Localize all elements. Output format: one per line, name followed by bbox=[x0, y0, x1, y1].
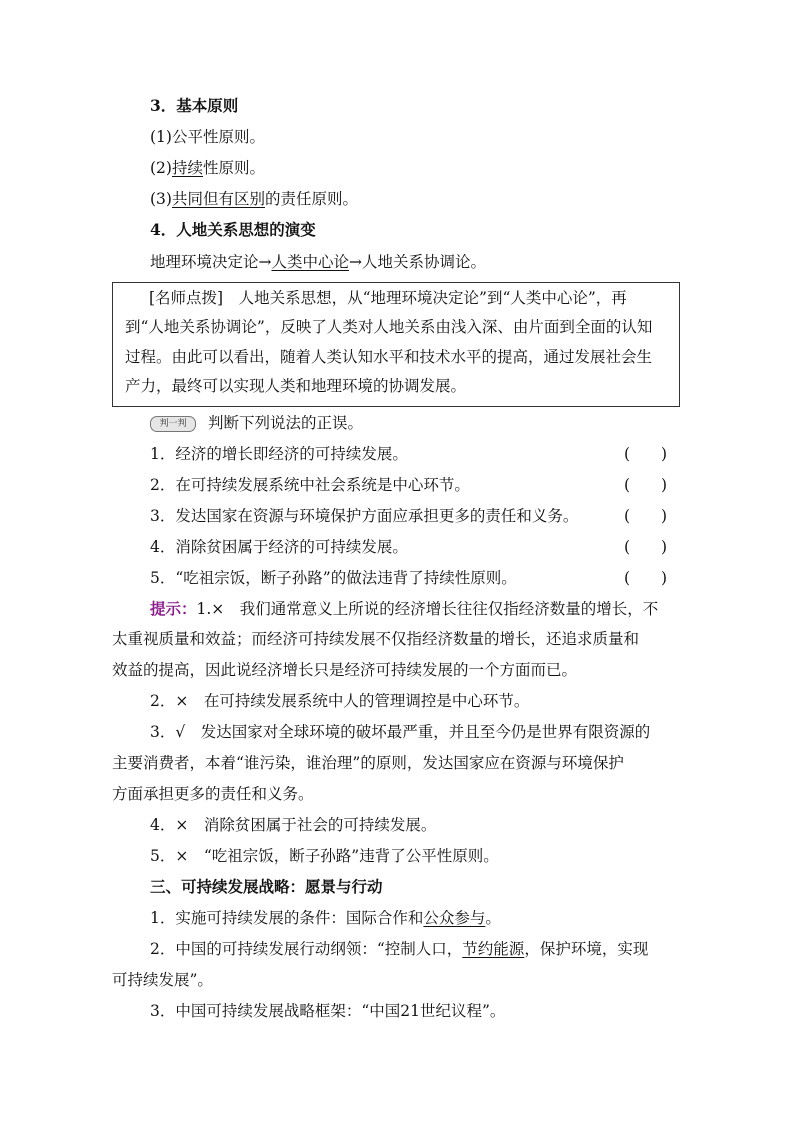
part-heading-strategy: 三、可持续发展战略：愿景与行动 bbox=[150, 877, 383, 896]
underlined-term: 持续 bbox=[171, 159, 203, 177]
judge-item-4: 4．消除贫困属于经济的可持续发展。 bbox=[150, 538, 408, 556]
judge-title: 判一判 判断下列说法的正误。 bbox=[150, 413, 678, 433]
principle-1: (1)公平性原则。 bbox=[150, 128, 265, 146]
hint-answer-3-line-1: 3．√ 发达国家对全球环境的破坏最严重，并且至今仍是世界有限资源的 bbox=[150, 723, 651, 741]
strategy-item-3: 3．中国可持续发展战略框架：“中国21世纪议程”。 bbox=[150, 1002, 506, 1020]
section-heading-basic-principles: 3．基本原则 bbox=[150, 96, 239, 115]
hint-answer-5: 5．× “吃祖宗饭，断子孙路”违背了公平性原则。 bbox=[150, 847, 499, 865]
underlined-term: 人类中心论 bbox=[271, 253, 350, 271]
tip-label: [名师点拨] bbox=[149, 289, 224, 307]
strategy-item-2-line-1: 2．中国的可持续发展行动纲领：“控制人口，节约能源，保护环境，实现 bbox=[150, 940, 649, 958]
tip-line-2: 到“人地关系协调论”，反映了人类对人地关系由浅入深、由片面到全面的认知 bbox=[125, 318, 653, 336]
strategy-item-1: 1．实施可持续发展的条件：国际合作和公众参与。 bbox=[150, 909, 501, 927]
hint-label: 提示： bbox=[150, 599, 197, 618]
underlined-term: 公众参与 bbox=[423, 909, 486, 927]
underlined-term: 共同但有区别 bbox=[171, 190, 265, 208]
underlined-term: 节约能源 bbox=[462, 940, 525, 958]
answer-blank-2: ( ) bbox=[624, 476, 668, 494]
principle-3: (3)共同但有区别的责任原则。 bbox=[150, 190, 358, 208]
evolution-line: 地理环境决定论→人类中心论→人地关系协调论。 bbox=[150, 253, 487, 271]
tip-line-3: 过程。由此可以看出，随着人类认知水平和技术水平的提高，通过发展社会生 bbox=[125, 348, 653, 366]
principle-2: (2)持续性原则。 bbox=[150, 159, 265, 177]
section-heading-evolution: 4．人地关系思想的演变 bbox=[150, 220, 316, 239]
hint-answer-1-line-3: 效益的提高，因此说经济增长只是经济可持续发展的一个方面而已。 bbox=[112, 661, 578, 679]
hint-answer-1-line-1: 提示：1.× 我们通常意义上所说的经济增长往往仅指经济数量的增长，不 bbox=[150, 599, 659, 618]
answer-blank-1: ( ) bbox=[624, 445, 668, 463]
answer-blank-4: ( ) bbox=[624, 538, 668, 556]
judge-item-2: 2．在可持续发展系统中社会系统是中心环节。 bbox=[150, 476, 470, 494]
answer-blank-3: ( ) bbox=[624, 507, 668, 525]
hint-answer-4: 4．× 消除贫困属于社会的可持续发展。 bbox=[150, 816, 437, 834]
tip-line-1: [名师点拨] 人地关系思想，从“地理环境决定论”到“人类中心论”，再 bbox=[149, 289, 627, 307]
hint-answer-2: 2．× 在可持续发展系统中人的管理调控是中心环节。 bbox=[150, 692, 530, 710]
answer-blank-5: ( ) bbox=[624, 569, 668, 587]
judge-item-3: 3．发达国家在资源与环境保护方面应承担更多的责任和义务。 bbox=[150, 507, 579, 525]
teacher-tip-box bbox=[112, 282, 680, 407]
hint-answer-3-line-2: 主要消费者，本着“谁污染，谁治理”的原则，发达国家应在资源与环境保护 bbox=[112, 754, 624, 772]
tip-line-4: 产力，最终可以实现人类和地理环境的协调发展。 bbox=[125, 377, 467, 395]
strategy-item-2-line-2: 可持续发展”。 bbox=[112, 971, 213, 989]
hint-answer-1-line-2: 太重视质量和效益；而经济可持续发展不仅指经济数量的增长，还追求质量和 bbox=[112, 630, 640, 648]
judge-item-1: 1．经济的增长即经济的可持续发展。 bbox=[150, 445, 408, 463]
judge-item-5: 5．“吃祖宗饭，断子孙路”的做法违背了持续性原则。 bbox=[150, 569, 517, 587]
judge-badge-icon: 判一判 bbox=[150, 416, 196, 432]
hint-answer-3-line-3: 方面承担更多的责任和义务。 bbox=[112, 785, 314, 803]
